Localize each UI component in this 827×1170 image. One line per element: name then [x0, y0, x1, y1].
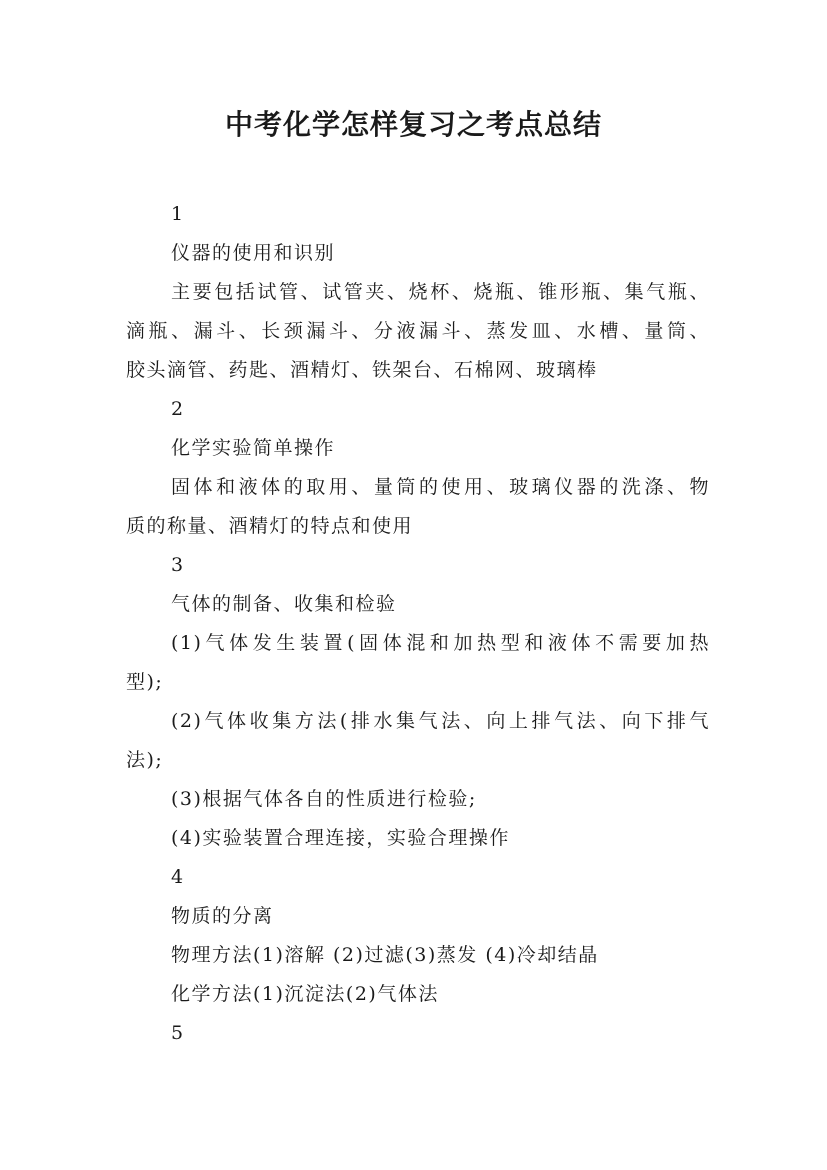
section-number-5: 5: [171, 1022, 185, 1044]
section-heading-operations: 化学实验简单操作: [171, 437, 336, 459]
paragraph-line: 主要包括试管、试管夹、烧杯、烧瓶、锥形瓶、集气瓶、: [171, 281, 710, 303]
list-item-line: (4)实验装置合理连接，实验合理操作: [171, 827, 510, 849]
list-item-line: (3)根据气体各自的性质进行检验;: [171, 788, 477, 810]
document-body: [126, 195, 710, 1053]
section-heading-gases: 气体的制备、收集和检验: [171, 593, 397, 615]
list-item-line: 法);: [126, 749, 164, 771]
section-heading-separation: 物质的分离: [171, 905, 274, 927]
list-item-line: 型);: [126, 671, 164, 693]
list-item-line: (1)气体发生装置(固体混和加热型和液体不需要加热: [171, 632, 710, 654]
paragraph-line: 物理方法(1)溶解 (2)过滤(3)蒸发 (4)冷却结晶: [171, 944, 599, 966]
document-title: 中考化学怎样复习之考点总结: [224, 108, 602, 141]
section-heading-instruments: 仪器的使用和识别: [171, 242, 336, 264]
paragraph-line: 固体和液体的取用、量筒的使用、玻璃仪器的洗涤、物: [171, 476, 710, 498]
paragraph-line: 滴瓶、漏斗、长颈漏斗、分液漏斗、蒸发皿、水槽、量筒、: [126, 320, 710, 342]
section-number-2: 2: [171, 398, 185, 420]
paragraph-line: 胶头滴管、药匙、酒精灯、铁架台、石棉网、玻璃棒: [126, 359, 598, 381]
section-number-4: 4: [171, 866, 185, 888]
section-number-3: 3: [171, 554, 185, 576]
section-number-1: 1: [171, 203, 185, 225]
paragraph-line: 质的称量、酒精灯的特点和使用: [126, 515, 414, 537]
list-item-line: (2)气体收集方法(排水集气法、向上排气法、向下排气: [171, 710, 710, 732]
paragraph-line: 化学方法(1)沉淀法(2)气体法: [171, 983, 439, 1005]
